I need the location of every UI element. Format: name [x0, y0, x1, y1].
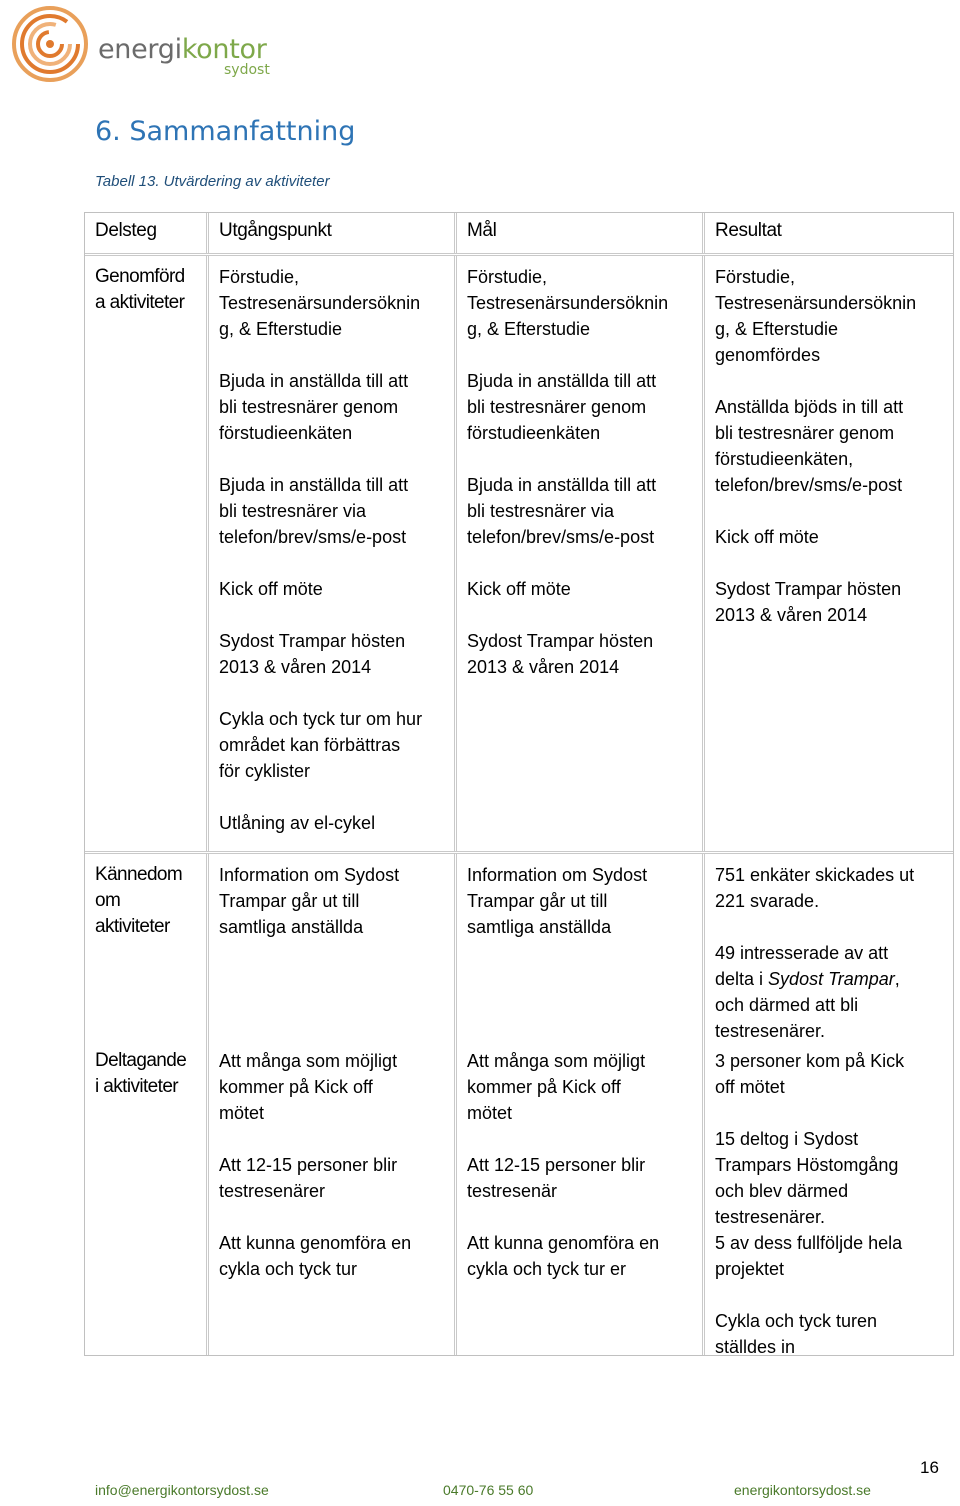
spiral-logo-icon	[6, 4, 96, 84]
table-row	[85, 854, 953, 1040]
goal-cell	[457, 854, 705, 1040]
cell-paragraph: Förstudie, Testresenärsundersöknin g, & Efterstudie genomfördes	[715, 267, 917, 365]
header-utgangspunkt: Utgångspunkt	[209, 213, 457, 253]
cell-paragraph: Att 12-15 personer blir testresenärer	[219, 1155, 398, 1201]
cell-paragraph: Cykla och tyck tur om hur området kan förbättras för cyklister	[219, 709, 423, 781]
header-resultat: Resultat	[715, 220, 782, 241]
row-label: Kännedom om aktiviteter	[85, 854, 209, 1040]
cell-paragraph: 15 deltog i Sydost Trampars Höstomgång och blev därmed testresenärer.	[715, 1129, 899, 1227]
cell-paragraph: Att 12-15 personer blir testresenär	[467, 1155, 646, 1201]
result-cell	[705, 854, 953, 1040]
start-cell	[209, 854, 457, 1040]
cell-paragraph: Information om Sydost Trampar går ut till samtliga anställda	[219, 865, 400, 937]
cell-paragraph: Kick off möte	[467, 579, 571, 599]
cell-paragraph: Information om Sydost Trampar går ut till samtliga anställda	[467, 865, 648, 937]
goal-cell	[457, 1040, 705, 1355]
start-cell	[209, 1040, 457, 1355]
cell-paragraph: Cykla och tyck turen ställdes in	[715, 1311, 878, 1357]
footer-email-link[interactable]: info@energikontorsydost.se	[95, 1482, 269, 1498]
logo-wordmark: energikontor	[98, 34, 267, 65]
cell-paragraph: Bjuda in anställda till att bli testresnärer genom förstudieenkäten	[219, 371, 409, 443]
footer-phone: 0470-76 55 60	[443, 1482, 534, 1498]
table-row	[85, 256, 953, 854]
row-label: Deltagande i aktiviteter	[85, 1040, 209, 1355]
company-logo	[6, 4, 276, 84]
evaluation-table	[84, 212, 954, 1356]
cell-paragraph: 5 av dess fullföljde hela projektet	[715, 1233, 903, 1279]
goal-cell	[457, 256, 705, 851]
table-header-row	[85, 213, 953, 256]
cell-paragraph: Att många som möjligt kommer på Kick off mötet	[467, 1051, 646, 1123]
cell-paragraph: Utlåning av el-cykel	[219, 813, 376, 833]
cell-paragraph: Sydost Trampar hösten 2013 & våren 2014	[467, 631, 654, 677]
footer-website-link[interactable]: energikontorsydost.se	[734, 1482, 871, 1498]
cell-paragraph: Kick off möte	[219, 579, 323, 599]
page-number: 16	[920, 1458, 939, 1477]
project-name: Sydost Trampar	[768, 969, 895, 989]
cell-paragraph: Bjuda in anställda till att bli testresnärer via telefon/brev/sms/e-post	[219, 475, 409, 547]
result-cell	[705, 256, 953, 851]
cell-paragraph: Bjuda in anställda till att bli testresnärer via telefon/brev/sms/e-post	[467, 475, 657, 547]
section-heading: 6. Sammanfattning	[95, 116, 356, 147]
start-cell	[209, 256, 457, 851]
table-caption: Tabell 13. Utvärdering av aktiviteter	[95, 173, 330, 190]
row-label: Genomförd a aktiviteter	[85, 256, 209, 851]
header-delsteg: Delsteg	[85, 213, 209, 253]
cell-paragraph: Att kunna genomföra en cykla och tyck tur	[219, 1233, 412, 1279]
cell-paragraph: 49 intresserade av att delta i Sydost Trampar, och därmed att bli testresenärer.	[715, 943, 900, 1041]
logo-subtitle: sydost	[224, 62, 270, 78]
cell-paragraph: Att många som möjligt kommer på Kick off mötet	[219, 1051, 398, 1123]
result-cell	[705, 1040, 953, 1355]
cell-paragraph: Sydost Trampar hösten 2013 & våren 2014	[219, 631, 406, 677]
cell-paragraph: Förstudie, Testresenärsundersöknin g, & Efterstudie	[467, 267, 669, 339]
table-row	[85, 1040, 953, 1355]
cell-paragraph: Sydost Trampar hösten 2013 & våren 2014	[715, 579, 902, 625]
cell-paragraph: Förstudie, Testresenärsundersöknin g, & Efterstudie	[219, 267, 421, 339]
cell-paragraph: Kick off möte	[715, 527, 819, 547]
header-mal: Mål	[457, 213, 705, 253]
cell-paragraph: Att kunna genomföra en cykla och tyck tur er	[467, 1233, 660, 1279]
cell-paragraph: Bjuda in anställda till att bli testresnärer genom förstudieenkäten	[467, 371, 657, 443]
cell-paragraph: 3 personer kom på Kick off mötet	[715, 1051, 905, 1097]
cell-paragraph: Anställda bjöds in till att bli testresnärer genom förstudieenkäten, telefon/brev/sms/e-post	[715, 397, 904, 495]
cell-paragraph: 751 enkäter skickades ut 221 svarade.	[715, 865, 915, 911]
